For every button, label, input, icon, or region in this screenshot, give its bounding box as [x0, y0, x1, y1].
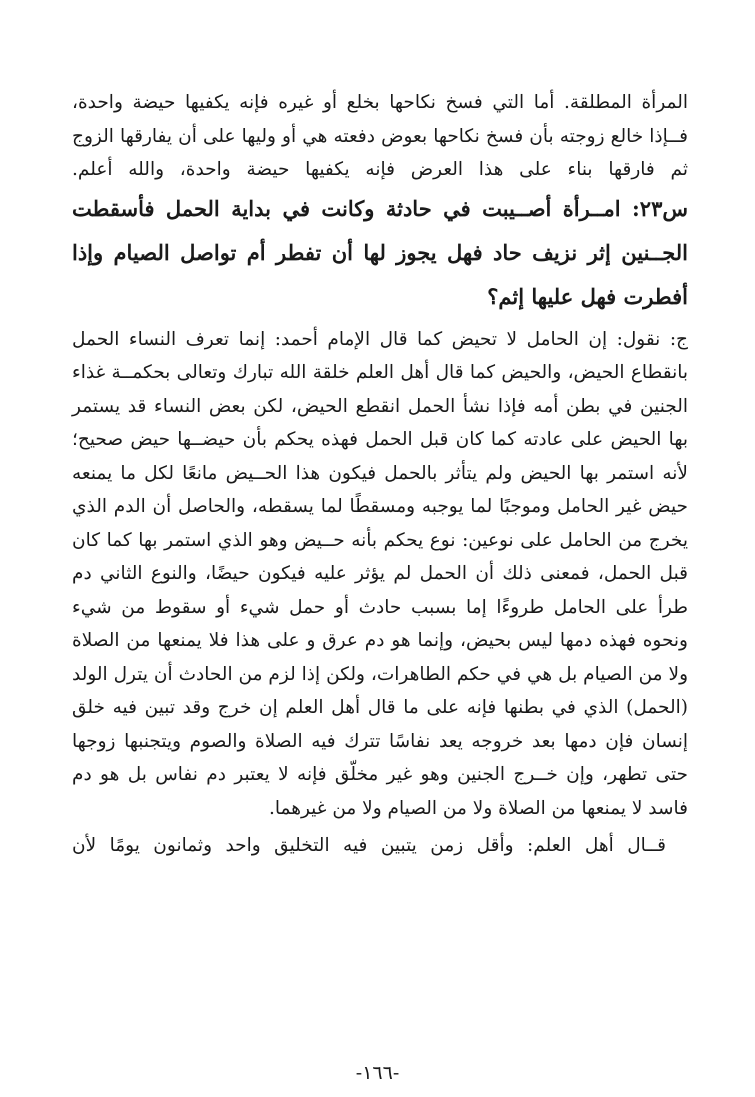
closing-line: قــال أهل العلم: وأقل زمن يتبين فيه التخليق واحد وثمانون يومًا لأن — [72, 835, 666, 856]
intro-paragraph: المرأة المطلقة. أما التي فسخ نكاحها بخلع أو غيره فإنه يكفيها حيضة واحدة، فــإذا خالع زوجته بأن فسخ نكاحها بعوض دفعته هي أو وليها على أن يفارقها الزوج ثم فارقها بناء على هذا العرض فإنه يكفيها حيضة واحدة، والله أعلم. — [72, 92, 688, 180]
question-heading: س٢٣: امــرأة أصــيبت في حادثة وكانت في بداية الحمل فأسقطت الجــنين إثر نزيف حاد فهل يجوز لها أن تفطر أم تواصل الصيام وإذا أفطرت فهل عليها إثم؟ — [72, 195, 688, 309]
page-body — [72, 86, 688, 863]
page-number: -١٦٦- — [355, 1062, 400, 1084]
answer-paragraph: ج: نقول: إن الحامل لا تحيض كما قال الإمام أحمد: إنما تعرف النساء الحمل بانقطاع الحيض، والحيض كما قال أهل العلم خلقة الله تبارك وتعالى بحكمــة غذاء الجنين في بطن أمه فإذا نشأ الحمل انقطع الحيض، لكن بعض النساء قد يستمر بها الحيض على عادته كما كان قبل الحمل فهذه يحكم بأن حيضــها حيض صحيح؛ لأنه استمر بها الحيض ولم يتأثر بالحمل فيكون هذا الحــيض مانعًا لكل ما يمنعه حيض غير الحامل وموجبًا لما يوجبه ومسقطًا لما يسقطه، والحاصل أن الدم الذي يخرج من الحامل على نوعين: نوع يحكم بأنه حــيض وهو الذي استمر بها كما كان قبل الحمل، فمعنى ذلك أن الحمل لم يؤثر عليه فيكون حيضًا، والنوع الثاني دم طرأ على الحامل طروءًا إما بسبب حادث أو حمل شيء أو سقوط من شيء ونحوه فهذه دمها ليس بحيض، وإنما هو دم عرق و على هذا فلا يمنعها من الصلاة ولا من الصيام بل هي في حكم الطاهرات، ولكن إذا لزم من الحادث أن يترل الولد (الحمل) الذي في بطنها فإنه على ما قال أهل العلم إن خرج وقد تبين فيه خلق إنسان فإن دمها بعد خروجه يعد نفاسًا تترك فيه الصلاة والصوم ويتجنبها زوجها حتى تطهر، وإن خــرج الجنين وهو غير مخلّق فإنه لا يعتبر دم نفاس بل هو دم فاسد لا يمنعها من الصلاة ولا من الصيام ولا من غيرهما. — [72, 328, 688, 819]
